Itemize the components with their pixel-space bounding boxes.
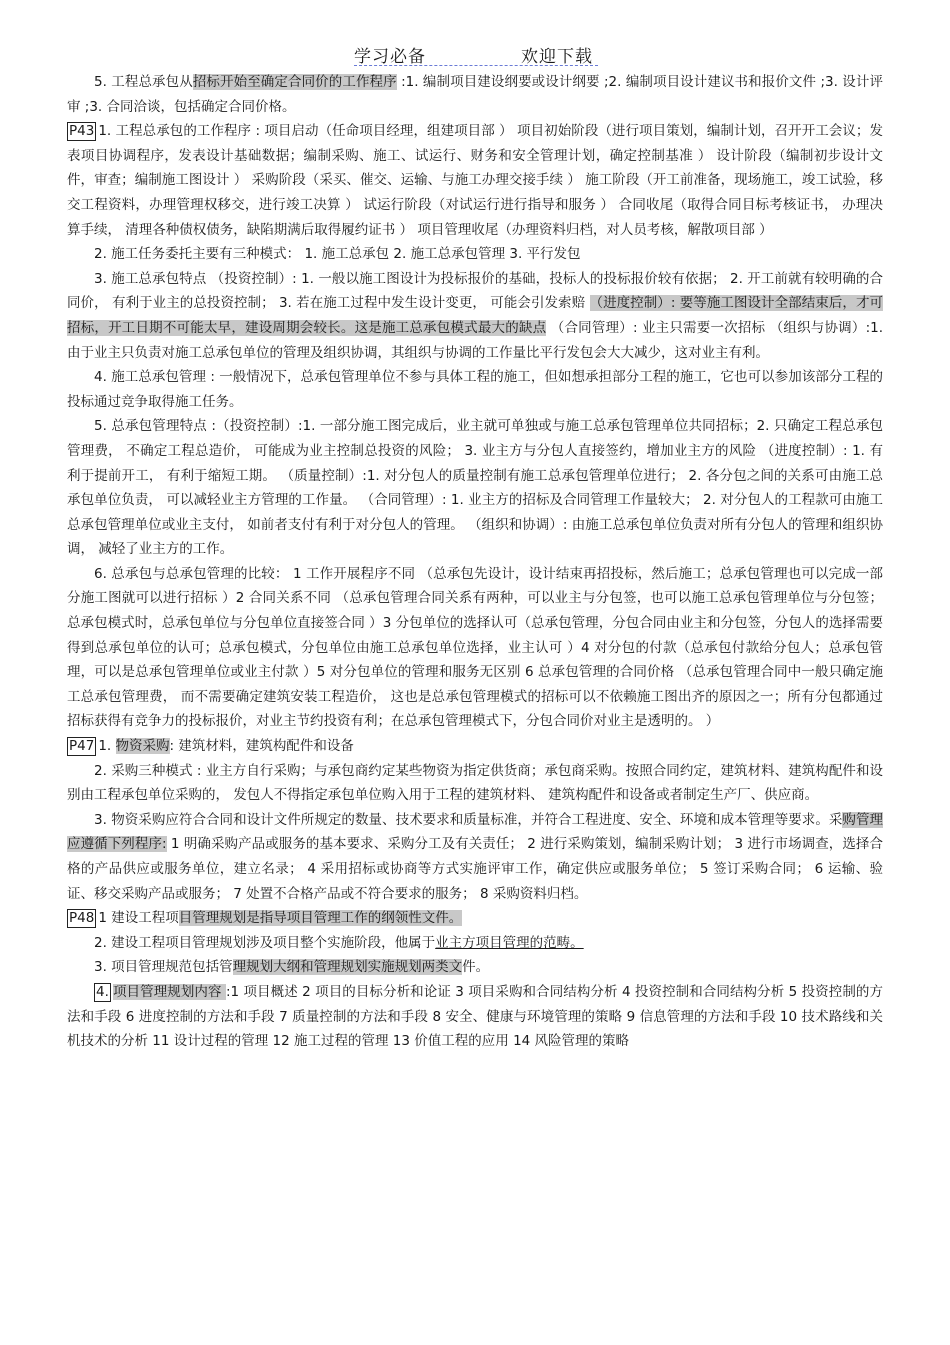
page-ref-box: P48: [69, 910, 95, 927]
text-span: （合同管理）: 业主只需要一次招标 （组织与协调）:1. 由于业主只负责对施工总承包单位的管理及组织协调，其组织与协调的工作量比平行发包会大大减少，这对业主有利。: [67, 319, 883, 361]
text-span: 2. 建设工程项目管理规划涉及项目整个实施阶段，他属于: [94, 934, 436, 951]
paragraph-p47-3: [67, 808, 883, 906]
text-span: 3. 施工总承包特点 （投资控制）: 1. 一般以施工图设计为投标报价的基础，投标人的投标报价较有依据； 2. 开工前就有较明确的合同价， 有利于业主的总投资控制； 3. 若在施工过程中发生设计变更， 可能会引发索赔: [67, 270, 883, 312]
paragraph-p43-1: [67, 119, 883, 242]
text-span: 6. 总承包与总承包管理的比较： 1 工作开展程序不同 （总承包先设计，设计结束再招投标，然后施工；总承包管理也可以完成一部分施工图就可以进行招标 ）2 合同关系不同 （总承包管理合同关系有两种，可以业主与分包签，也可以施工总承包管理单位与分包签；总承包模式时，总承包单位与分包单位直接签合同 ）3 分包单位的选择认可（总承包管理，分包合同由业主和分包签，分包人的选择需要得到总承包单位的认可；总承包模式，分包单位由施工总承包单位选择，业主认可 ）4 对分包的付款（总承包付款给分包人；总承包管理，可以是总承包管理单位或业主付款 ）5 对分包单位的管理和服务无区别 6 总承包管理的合同价格 （总承包管理合同中一般只确定施工总承包管理费， 而不需要确定建筑安装工程造价， 这也是总承包管理模式的招标可以不依赖施工图出齐的原因之一；所有分包都通过招标获得有竞争力的投标报价，对业主节约投资有利；在总承包管理模式下，分包合同价对业主是透明的。 ）: [67, 565, 883, 730]
highlighted-text: 目管理规划是指导项目管理工作的纲领性文件。: [178, 910, 463, 927]
highlighted-text: 项目管理规划内容: [112, 983, 226, 1000]
page-header: [0, 42, 950, 70]
paragraph-p43-5: [67, 414, 883, 562]
paragraph-p48-4: [67, 980, 883, 1054]
text-span: 3. 项目管理规范包括管: [94, 959, 233, 976]
text-span: 1 建设工程项: [98, 910, 179, 927]
paragraph-p47-1: [67, 734, 883, 759]
underlined-text: 业主方项目管理的范畴。: [435, 934, 584, 951]
text-span: 件。: [462, 959, 490, 976]
page-ref-box: P47: [69, 738, 95, 755]
highlighted-text: 物资采购: [115, 738, 170, 755]
header-right-text: 欢迎下载: [521, 47, 593, 67]
highlighted-text: （进度控制）: 要等施工图设计全部结束后，才可招标，开工日期不可能太早，建设周期会较长。这是施工总承包模式最大的缺点: [67, 295, 883, 336]
highlighted-text: 招标开始至确定合同价的工作程序: [192, 74, 397, 90]
highlighted-text: 理规划大纲和管理规划实施规划两类文: [232, 959, 463, 976]
page-ref-box: P43: [69, 123, 95, 140]
text-span: 3. 物资采购应符合合同和设计文件所规定的数量、技术要求和质量标准，并符合工程进度、安全、环境和成本管理等要求。采: [94, 811, 843, 828]
paragraph-p43-6: [67, 562, 883, 734]
text-span: 2. 施工任务委托主要有三种模式： 1. 施工总承包 2. 施工总承包管理 3. 平行发包: [94, 246, 581, 263]
text-span: 1.: [98, 738, 116, 755]
text-span: 4. 施工总承包管理 : 一般情况下，总承包管理单位不参与具体工程的施工，但如想承担部分工程的施工，它也可以参加该部分工程的投标通过竞争取得施工任务。: [67, 369, 883, 410]
item-number-box: 4.: [96, 983, 109, 1000]
paragraph-p47-2: [67, 759, 883, 808]
text-span: 2. 采购三种模式 : 业主方自行采购；与承包商约定某些物资为指定供货商；承包商采购。按照合同约定，建筑材料、建筑构配件和设别由工程承包单位采购的， 发包人不得指定承包单位购入用于工程的建筑材料、 建筑构配件和设备或者制定生产厂、供应商。: [67, 762, 883, 804]
paragraph-p48-3: [67, 955, 883, 980]
highlighted-text: 购管理应遵循下列程序:: [67, 811, 884, 853]
text-span: 5. 总承包管理特点 :（投资控制）:1. 一部分施工图完成后，业主就可单独或与施工总承包管理单位共同招标；2. 只确定工程总承包管理费， 不确定工程总造价， 可能成为业主控制总投资的风险； 3. 业主方与分包人直接签约，增加业主方的风险 （进度控制）: 1. 有利于提前开工， 有利于缩短工期。 （质量控制）:1. 对分包人的质量控制有施工总承包管理单位进行； 2. 各分包之间的关系可由施工总承包单位负责， 可以减轻业主方管理的工作量。 （合同管理）: 1. 业主方的招标及合同管理工作量较大； 2. 对分包人的工程款可由施工总承包管理单位或业主支付， 如前者支付有利于对分包人的管理。 （组织和协调）: 由施工总承包单位负责对所有分包人的管理和组织协调， 减轻了业主方的工作。: [67, 418, 883, 558]
paragraph-5-procurement-process: [67, 70, 883, 119]
text-span: 1 明确采购产品或服务的基本要求、采购分工及有关责任； 2 进行采购策划，编制采购计划； 3 进行市场调查，选择合格的产品供应或服务单位，建立名录； 4 采用招标或协商等方式实施评审工作，确定供应或服务单位； 5 签订采购合同； 6 运输、验证、移交采购产品或服务； 7 处置不合格产品或不符合要求的服务； 8 采购资料归档。: [67, 836, 883, 902]
paragraph-p43-3: [67, 267, 883, 365]
text-span: : 建筑材料，建筑构配件和设备: [169, 738, 354, 755]
paragraph-p48-1: [67, 906, 883, 931]
header-left-text: 学习必备: [354, 47, 426, 67]
paragraph-p43-2: [67, 242, 883, 267]
text-span: 1. 工程总承包的工作程序 : 项目启动（任命项目经理，组建项目部 ） 项目初始阶段（进行项目策划，编制计划，召开开工会议；发表项目协调程序，发表设计基础数据；编制采购、施工、试运行、财务和安全管理计划，确定控制基准 ） 设计阶段（编制初步设计文件，审查；编制施工图设计 ） 采购阶段（采买、催交、运输、与施工办理交接手续 ） 施工阶段（开工前准备，现场施工，竣工试验，移交工程资料，办理管理权移交，进行竣工决算 ） 试运行阶段（对试运行进行指导和服务 ） 合同收尾（取得合同目标考核证书， 办理决算手续， 清理各种债权债务，缺陷期满后取得履约证书 ） 项目管理收尾（办理资料归档，对人员考核，解散项目部 ）: [67, 123, 883, 238]
document-body: [67, 70, 883, 1054]
header-dashed-underline: [354, 65, 598, 66]
text-span: :1 项目概述 2 项目的目标分析和论证 3 项目采购和合同结构分析 4 投资控制和合同结构分析 5 投资控制的方法和手段 6 进度控制的方法和手段 7 质量控制的方法和手段 8 安全、健康与环境管理的策略 9 信息管理的方法和手段 10 技术路线和关机技术的分析 11 设计过程的管理 12 施工过程的管理 13 价值工程的应用 14 风险管理的策略: [67, 983, 883, 1050]
text-span: :1. 编制项目建设纲要或设计纲要 ;2. 编制项目设计建议书和报价文件 ;3. 设计评审 ;3. 合同洽谈，包括确定合同价格。: [67, 74, 883, 115]
paragraph-p43-4: [67, 365, 883, 414]
text-span: 5. 工程总承包从: [94, 74, 193, 90]
paragraph-p48-2: [67, 931, 883, 956]
